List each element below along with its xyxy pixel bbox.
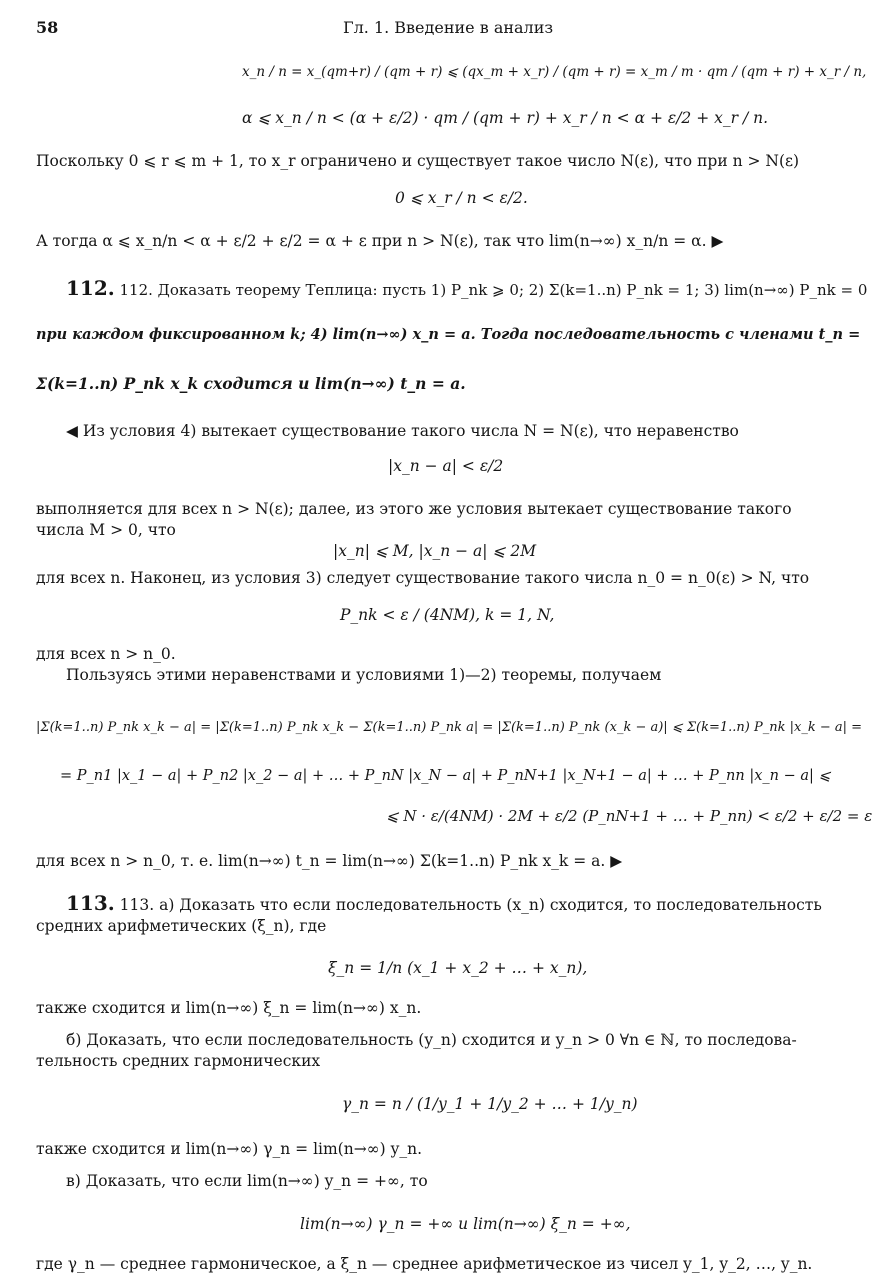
text-line: А тогда α ⩽ x_n/n < α + ε/2 + ε/2 = α + ε при n > N(ε), так что lim(n→∞) x_n/n = α. ▶ xyxy=(36,232,724,250)
equation-line: ξ_n = 1/n (x_1 + x_2 + … + x_n), xyxy=(328,959,588,977)
text-line: для всех n > n_0, т. е. lim(n→∞) t_n = lim(n→∞) Σ(k=1..n) P_nk x_k = a. ▶ xyxy=(36,852,623,870)
text-line: выполняется для всех n > N(ε); далее, из этого же условия вытекает существование такого xyxy=(36,500,792,518)
equation-line: α ⩽ x_n / n < (α + ε/2) · qm / (qm + r) + x_r / n < α + ε/2 + x_r / n. xyxy=(242,109,769,127)
text-line: также сходится и lim(n→∞) ξ_n = lim(n→∞) x_n. xyxy=(36,999,422,1017)
equation-line: ⩽ N · ε/(4NM) · 2M + ε/2 (P_nN+1 + … + P_nn) < ε/2 + ε/2 = ε xyxy=(386,807,873,825)
text-line: Пользуясь этими неравенствами и условиями 1)—2) теоремы, получаем xyxy=(66,666,662,684)
text-line: 113. а) Доказать что если последовательность (x_n) сходится, то последовательность xyxy=(119,896,822,914)
text-line: средних арифметических (ξ_n), где xyxy=(36,917,327,935)
running-header: Гл. 1. Введение в анализ xyxy=(343,18,554,37)
equation-line: x_n / n = x_(qm+r) / (qm + r) ⩽ (qx_m + x_r) / (qm + r) = x_m / m · qm / (qm + r) + x_r / n, xyxy=(242,64,867,80)
text-line: где γ_n — среднее гармоническое, а ξ_n — среднее арифметическое из чисел y_1, y_2, …, y_n. xyxy=(36,1255,813,1273)
text-line: в) Доказать, что если lim(n→∞) y_n = +∞, то xyxy=(66,1172,428,1190)
text-line: для всех n > n_0. xyxy=(36,645,176,663)
equation-line: = P_n1 |x_1 − a| + P_n2 |x_2 − a| + … + P_nN |x_N − a| + P_nN+1 |x_N+1 − a| + … + P_nn |x_n − a| ⩽ xyxy=(60,768,831,784)
text-line: б) Доказать, что если последовательность (y_n) сходится и y_n > 0 ∀n ∈ ℕ, то последова- xyxy=(66,1031,797,1049)
text-line: Σ(k=1..n) P_nk x_k сходится и lim(n→∞) t_n = a. xyxy=(36,374,466,393)
page-number: 58 xyxy=(36,18,59,37)
equation-line: |x_n − a| < ε/2 xyxy=(388,457,504,475)
equation-line: |x_n| ⩽ M, |x_n − a| ⩽ 2M xyxy=(333,542,537,560)
problem-113-statement xyxy=(66,893,822,915)
text-line: также сходится и lim(n→∞) γ_n = lim(n→∞) y_n. xyxy=(36,1140,422,1158)
problem-number: 113. xyxy=(66,891,115,915)
text-line: при каждом фиксированном k; 4) lim(n→∞) x_n = a. Тогда последовательность с членами t_n = xyxy=(36,326,861,343)
equation-line: |Σ(k=1..n) P_nk x_k − a| = |Σ(k=1..n) P_nk x_k − Σ(k=1..n) P_nk a| = |Σ(k=1..n) P_nk (x_k − a)| ⩽ Σ(k=1..n) P_nk |x_k − a| = xyxy=(36,720,863,735)
text-line: Поскольку 0 ⩽ r ⩽ m + 1, то x_r ограничено и существует такое число N(ε), что при n > N(ε) xyxy=(36,152,800,170)
equation-line: γ_n = n / (1/y_1 + 1/y_2 + … + 1/y_n) xyxy=(342,1095,638,1113)
problem-112-statement xyxy=(66,278,867,300)
text-line: для всех n. Наконец, из условия 3) следует существование такого числа n_0 = n_0(ε) > N, что xyxy=(36,569,810,587)
text-line: числа M > 0, что xyxy=(36,521,176,539)
equation-line: P_nk < ε / (4NM), k = 1, N, xyxy=(340,606,555,624)
text-line: тельность средних гармонических xyxy=(36,1052,321,1070)
text-line: 112. Доказать теорему Теплица: пусть 1) P_nk ⩾ 0; 2) Σ(k=1..n) P_nk = 1; 3) lim(n→∞) P_nk = 0 xyxy=(119,281,868,299)
problem-number: 112. xyxy=(66,276,115,300)
equation-line: 0 ⩽ x_r / n < ε/2. xyxy=(395,189,528,207)
text-line: ◀ Из условия 4) вытекает существование такого числа N = N(ε), что неравенство xyxy=(66,422,739,440)
equation-line: lim(n→∞) γ_n = +∞ и lim(n→∞) ξ_n = +∞, xyxy=(300,1215,631,1233)
